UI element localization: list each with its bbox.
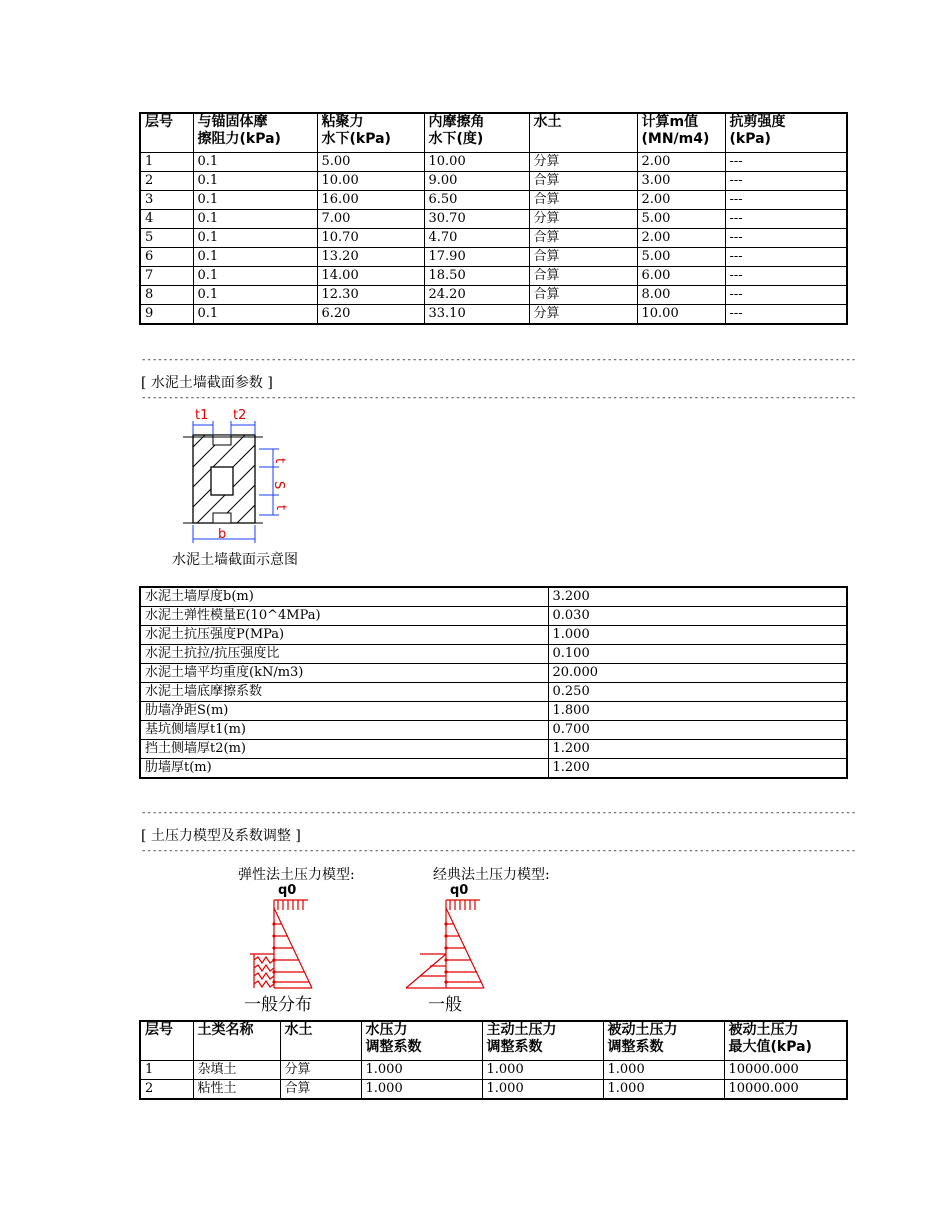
table-cell: 6 xyxy=(140,248,193,267)
table-cell: --- xyxy=(725,286,847,305)
svg-text:q0: q0 xyxy=(278,883,297,898)
param-row xyxy=(140,759,847,779)
table-cell: 3.200 xyxy=(548,587,847,607)
table-cell: --- xyxy=(725,248,847,267)
table-cell: 1 xyxy=(140,153,193,172)
table-cell: 0.1 xyxy=(193,210,317,229)
divider-line: ------------------------------------------------------------------------------------------------------------------------------------ xyxy=(141,808,857,818)
table-cell: 6.50 xyxy=(424,191,529,210)
table-cell: 水泥土抗拉/抗压强度比 xyxy=(140,645,548,664)
table-cell: 1.000 xyxy=(603,1080,724,1100)
table-cell: 0.1 xyxy=(193,286,317,305)
table-header-row xyxy=(140,113,847,153)
col-header: 与锚固体摩 擦阻力(kPa) xyxy=(193,113,317,153)
table-row xyxy=(140,1061,847,1080)
table-row xyxy=(140,229,847,248)
table-cell: 水泥土墙底摩擦系数 xyxy=(140,683,548,702)
col-header: 水土 xyxy=(529,113,637,153)
table-cell: 13.20 xyxy=(317,248,424,267)
soil-layer-table xyxy=(139,112,848,325)
table-cell: 合算 xyxy=(529,229,637,248)
table-cell: 0.1 xyxy=(193,191,317,210)
table-cell: 1.000 xyxy=(603,1061,724,1080)
table-cell: 肋墙厚t(m) xyxy=(140,759,548,779)
table-cell: 6.20 xyxy=(317,305,424,325)
table-row xyxy=(140,305,847,325)
table-cell: 5 xyxy=(140,229,193,248)
table-cell: --- xyxy=(725,153,847,172)
table-cell: 合算 xyxy=(529,172,637,191)
table-cell: 1.000 xyxy=(548,626,847,645)
table-cell: --- xyxy=(725,267,847,286)
elastic-model-label: 弹性法土压力模型: xyxy=(238,867,355,883)
svg-text:q0: q0 xyxy=(450,883,469,898)
table-cell: 8.00 xyxy=(637,286,725,305)
label-t1: t1 xyxy=(195,408,209,423)
table-cell: 分算 xyxy=(529,210,637,229)
table-cell: --- xyxy=(725,305,847,325)
table-row xyxy=(140,1080,847,1100)
table-cell: 16.00 xyxy=(317,191,424,210)
table-cell: 肋墙净距S(m) xyxy=(140,702,548,721)
table-cell: 1.800 xyxy=(548,702,847,721)
table-cell: 1.000 xyxy=(361,1061,482,1080)
wall-cavity xyxy=(211,467,233,495)
hatch-pattern xyxy=(175,405,325,555)
table-cell: 水泥土抗压强度P(MPa) xyxy=(140,626,548,645)
table-cell: 0.1 xyxy=(193,305,317,325)
divider-line: ------------------------------------------------------------------------------------------------------------------------------------ xyxy=(141,393,857,403)
table-cell: 0.1 xyxy=(193,267,317,286)
table-cell: 9 xyxy=(140,305,193,325)
table-cell: 2.00 xyxy=(637,191,725,210)
table-cell: 24.20 xyxy=(424,286,529,305)
table-cell: 10.00 xyxy=(637,305,725,325)
table-cell: 0.1 xyxy=(193,229,317,248)
col-header: 层号 xyxy=(140,113,193,153)
table-cell: 10.70 xyxy=(317,229,424,248)
table-cell: 10000.000 xyxy=(724,1061,847,1080)
table-cell: 合算 xyxy=(529,191,637,210)
table-cell: 18.50 xyxy=(424,267,529,286)
table-cell: 1.000 xyxy=(482,1061,603,1080)
table-cell: 分算 xyxy=(280,1061,361,1080)
label-b: b xyxy=(218,527,227,542)
table-cell: 0.1 xyxy=(193,153,317,172)
col-header: 计算m值 (MN/m4) xyxy=(637,113,725,153)
col-header: 抗剪强度 (kPa) xyxy=(725,113,847,153)
table-cell: 3.00 xyxy=(637,172,725,191)
table-cell: 5.00 xyxy=(637,210,725,229)
table-cell: 1.200 xyxy=(548,740,847,759)
pressure-coeff-table xyxy=(139,1020,848,1100)
param-row xyxy=(140,626,847,645)
table-cell: 分算 xyxy=(529,153,637,172)
table-cell: --- xyxy=(725,172,847,191)
param-row xyxy=(140,587,847,607)
table-cell: 水泥土弹性模量E(10^4MPa) xyxy=(140,607,548,626)
col-header: 内摩擦角 水下(度) xyxy=(424,113,529,153)
table-cell: 0.250 xyxy=(548,683,847,702)
classic-model-label: 经典法土压力模型: xyxy=(433,867,550,883)
table-row xyxy=(140,191,847,210)
table-cell: --- xyxy=(725,191,847,210)
table-cell: 0.700 xyxy=(548,721,847,740)
param-row xyxy=(140,664,847,683)
table-cell: 0.1 xyxy=(193,172,317,191)
classic-caption: 一般 xyxy=(428,995,462,1015)
param-row xyxy=(140,645,847,664)
table-cell: 粘性土 xyxy=(193,1080,280,1100)
dimension-lines xyxy=(193,421,279,543)
table-cell: 杂填土 xyxy=(193,1061,280,1080)
table-cell: 5.00 xyxy=(317,153,424,172)
table-cell: 6.00 xyxy=(637,267,725,286)
table-cell: 2.00 xyxy=(637,229,725,248)
table-row xyxy=(140,267,847,286)
table-cell: 0.030 xyxy=(548,607,847,626)
col-header: 层号 xyxy=(140,1021,193,1061)
label-t: t xyxy=(272,458,287,464)
table-cell: 0.1 xyxy=(193,248,317,267)
table-cell: 1.000 xyxy=(482,1080,603,1100)
table-cell: 7.00 xyxy=(317,210,424,229)
table-row xyxy=(140,210,847,229)
table-cell: 1 xyxy=(140,1061,193,1080)
col-header: 被动土压力 最大值(kPa) xyxy=(724,1021,847,1061)
table-cell: 0.100 xyxy=(548,645,847,664)
table-cell: 14.00 xyxy=(317,267,424,286)
param-row xyxy=(140,721,847,740)
wall-section-diagram xyxy=(175,405,290,545)
table-cell: 2 xyxy=(140,1080,193,1100)
table-cell: --- xyxy=(725,210,847,229)
table-cell: 8 xyxy=(140,286,193,305)
table-row xyxy=(140,248,847,267)
table-cell: --- xyxy=(725,229,847,248)
label-s: S xyxy=(271,481,286,490)
label-t: t xyxy=(273,505,288,511)
col-header: 土类名称 xyxy=(193,1021,280,1061)
table-cell: 分算 xyxy=(529,305,637,325)
table-cell: 合算 xyxy=(529,248,637,267)
table-cell: 10000.000 xyxy=(724,1080,847,1100)
table-cell: 2 xyxy=(140,172,193,191)
table-cell: 10.00 xyxy=(317,172,424,191)
param-row xyxy=(140,740,847,759)
section-title-pressure: [ 土压力模型及系数调整 ] xyxy=(141,828,301,844)
param-row xyxy=(140,702,847,721)
table-cell: 2.00 xyxy=(637,153,725,172)
col-header: 水土 xyxy=(280,1021,361,1061)
table-cell: 33.10 xyxy=(424,305,529,325)
table-cell: 水泥土墙厚度b(m) xyxy=(140,587,548,607)
table-row xyxy=(140,286,847,305)
col-header: 被动土压力 调整系数 xyxy=(603,1021,724,1061)
col-header: 水压力 调整系数 xyxy=(361,1021,482,1061)
table-cell: 基坑侧墙厚t1(m) xyxy=(140,721,548,740)
table-cell: 合算 xyxy=(529,267,637,286)
table-row xyxy=(140,172,847,191)
col-header: 主动土压力 调整系数 xyxy=(482,1021,603,1061)
wall-params-table xyxy=(139,586,848,779)
label-t2: t2 xyxy=(233,408,247,423)
table-header-row xyxy=(140,1021,847,1061)
table-cell: 5.00 xyxy=(637,248,725,267)
table-cell: 4 xyxy=(140,210,193,229)
param-row xyxy=(140,683,847,702)
param-row xyxy=(140,607,847,626)
elastic-caption: 一般分布 xyxy=(244,995,312,1015)
table-cell: 1.200 xyxy=(548,759,847,779)
table-cell: 水泥土墙平均重度(kN/m3) xyxy=(140,664,548,683)
col-header: 粘聚力 水下(kPa) xyxy=(317,113,424,153)
table-cell: 1.000 xyxy=(361,1080,482,1100)
table-cell: 3 xyxy=(140,191,193,210)
table-cell: 17.90 xyxy=(424,248,529,267)
table-cell: 30.70 xyxy=(424,210,529,229)
table-row xyxy=(140,153,847,172)
table-cell: 7 xyxy=(140,267,193,286)
table-cell: 挡土侧墙厚t2(m) xyxy=(140,740,548,759)
table-cell: 4.70 xyxy=(424,229,529,248)
table-cell: 合算 xyxy=(529,286,637,305)
section-title-wall: [ 水泥土墙截面参数 ] xyxy=(141,375,273,391)
table-cell: 9.00 xyxy=(424,172,529,191)
table-cell: 12.30 xyxy=(317,286,424,305)
table-cell: 合算 xyxy=(280,1080,361,1100)
divider-line: ------------------------------------------------------------------------------------------------------------------------------------ xyxy=(141,355,857,365)
table-cell: 10.00 xyxy=(424,153,529,172)
table-cell: 20.000 xyxy=(548,664,847,683)
diagram-caption: 水泥土墙截面示意图 xyxy=(172,552,298,568)
divider-line: ------------------------------------------------------------------------------------------------------------------------------------ xyxy=(141,846,857,856)
